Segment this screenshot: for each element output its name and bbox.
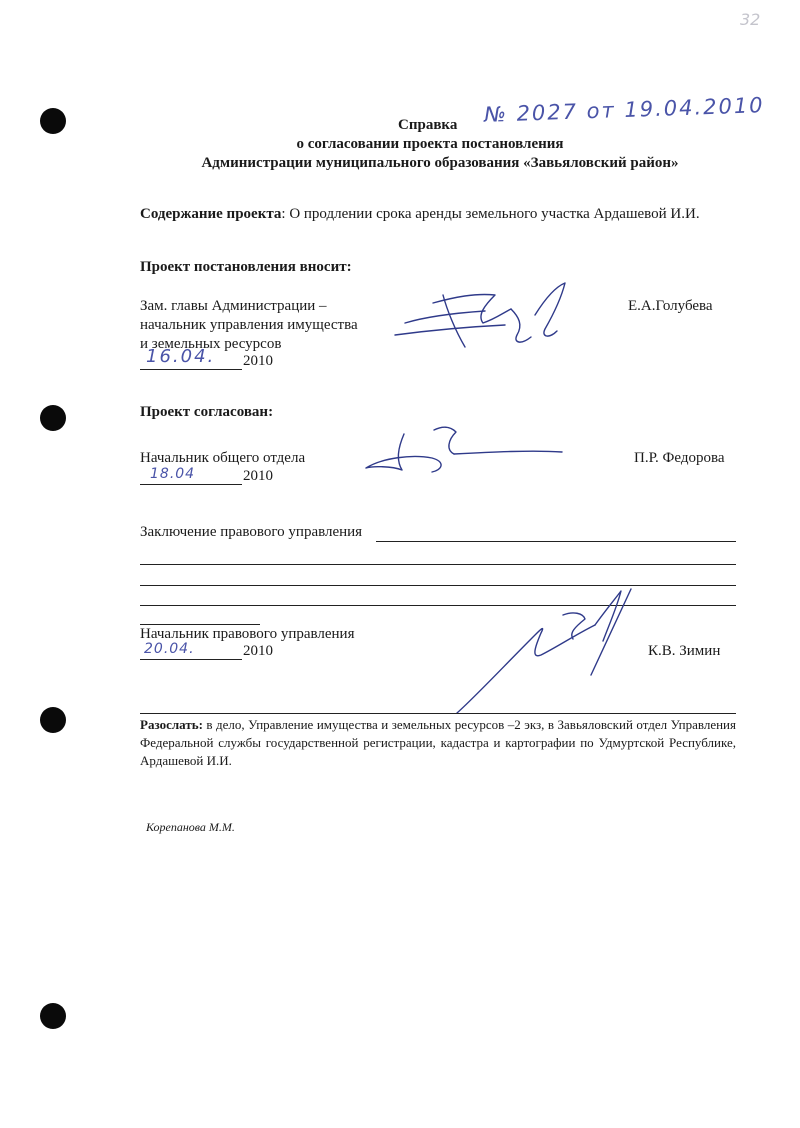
corner-page-mark: 32 [740, 10, 761, 29]
legal-conclusion-label: Заключение правового управления [140, 524, 363, 540]
legal-conclusion-line [140, 564, 736, 565]
distribution-block [140, 716, 736, 770]
handwritten-document-number: № 2027 от 19.04.2010 [483, 93, 765, 127]
legal-name: К.В. Зимин [648, 643, 721, 659]
submitter-position-line: и земельных ресурсов [140, 336, 282, 352]
approval-position: Начальник общего отдела [140, 450, 306, 466]
document-organization: Администрации муниципального образования «Завьяловский район» [201, 155, 679, 171]
approval-signature [362, 420, 572, 480]
submitter-date-year: 2010 [243, 353, 273, 369]
distribution-label: Разослать: [140, 717, 203, 732]
project-content-label: Содержание проекта [140, 206, 282, 222]
approval-date-underline [140, 484, 242, 485]
project-content-text: : О продлении срока аренды земельного участка Ардашевой И.И. [281, 206, 700, 222]
submitter-date-handwritten: 16.04. [146, 346, 216, 367]
submitter-heading: Проект постановления вносит: [140, 259, 352, 275]
punch-hole [40, 405, 66, 431]
approval-heading: Проект согласован: [140, 404, 274, 420]
document-subtitle: о согласовании проекта постановления [296, 136, 564, 152]
legal-position: Начальник правового управления [140, 626, 355, 642]
distribution-text: в дело, Управление имущества и земельных ресурсов –2 экз, в Завьяловский отдел Управления Федеральной службы государственной регистрации, кадастра и картографии по Удмуртской Республике, Ардашевой И.И. [140, 717, 736, 768]
punch-hole [40, 108, 66, 134]
legal-signature [445, 585, 665, 720]
punch-hole [40, 707, 66, 733]
project-content [140, 205, 700, 224]
legal-date-year: 2010 [243, 643, 273, 659]
submitter-position-line: Зам. главы Администрации – [140, 298, 327, 314]
legal-date-handwritten: 20.04. [144, 641, 195, 657]
approval-date-handwritten: 18.04 [150, 466, 196, 482]
approval-name: П.Р. Федорова [634, 450, 725, 466]
legal-conclusion-line [376, 541, 736, 542]
submitter-date-underline [140, 369, 242, 370]
distribution-separator [140, 713, 736, 714]
legal-date-underline [140, 659, 242, 660]
executor-name: Корепанова М.М. [146, 820, 235, 834]
submitter-name: Е.А.Голубева [628, 298, 713, 314]
document-title: Справка [398, 117, 458, 133]
punch-hole [40, 1003, 66, 1029]
submitter-position-line: начальник управления имущества [140, 317, 358, 333]
submitter-signature [385, 275, 595, 360]
approval-date-year: 2010 [243, 468, 273, 484]
